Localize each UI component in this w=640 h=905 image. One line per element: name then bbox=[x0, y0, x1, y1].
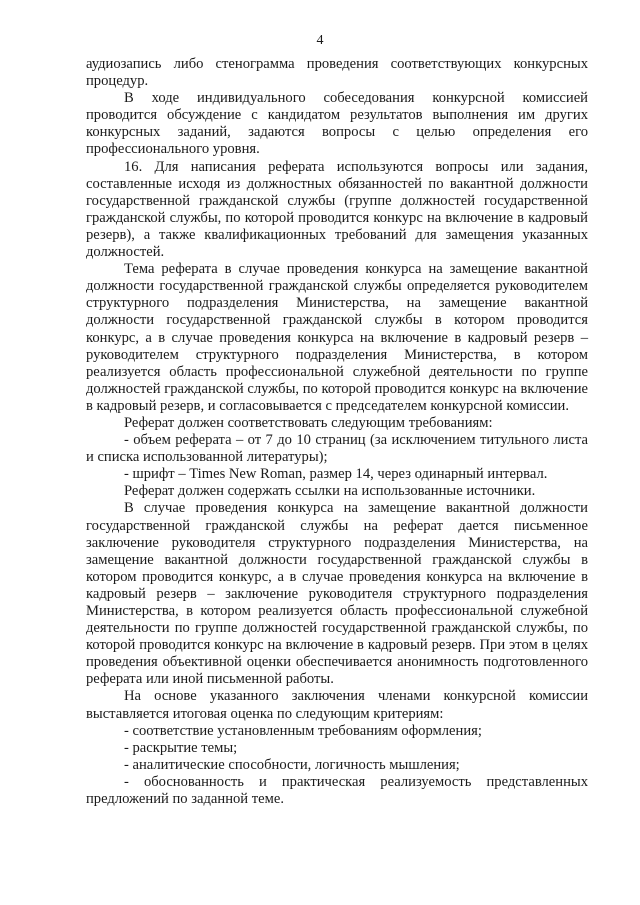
paragraph: В ходе индивидуального собеседования конкурсной комиссией проводится обсуждение с кандидатом результатов выполнения им других конкурсных заданий, задаются вопросы с целью определения его профессионального уровня. bbox=[86, 90, 588, 158]
paragraph: На основе указанного заключения членами конкурсной комиссии выставляется итоговая оценка по следующим критериям: bbox=[86, 688, 588, 722]
list-item: - аналитические способности, логичность мышления; bbox=[124, 756, 460, 773]
document-body bbox=[86, 56, 588, 808]
list-item: - раскрытие темы; bbox=[124, 739, 238, 756]
paragraph: аудиозапись либо стенограмма проведения соответствующих конкурсных процедур. bbox=[86, 56, 588, 90]
paragraph: Реферат должен содержать ссылки на использованные источники. bbox=[124, 483, 536, 500]
paragraph: В случае проведения конкурса на замещение вакантной должности государственной гражданской службы на реферат дается письменное заключение руководителя структурного подразделения Министерства, на замещение вакантной должности государственной гражданской службы в котором проводится конкурс, а в случае проведения конкурса на включение в кадровый резерв – заключение руководителя структурного подразделения Министерства, в котором реализуется область профессиональной служебной деятельности по группе должностей государственной гражданской службы, по которой проводится конкурс на включение в кадровый резерв. При этом в целях проведения объективной оценки обеспечивается анонимность подготовленного реферата или иной письменной работы. bbox=[86, 500, 588, 688]
page-number: 4 bbox=[316, 33, 324, 48]
list-item: - шрифт – Times New Roman, размер 14, через одинарный интервал. bbox=[124, 466, 548, 483]
list-item: - обоснованность и практическая реализуемость представленных предложений по заданной теме. bbox=[86, 773, 588, 808]
paragraph: Реферат должен соответствовать следующим требованиям: bbox=[124, 414, 493, 431]
paragraph: Тема реферата в случае проведения конкурса на замещение вакантной должности государственной гражданской службы определяется руководителем структурного подразделения Министерства, на замещение вакантной должности государственной гражданской службы в котором проводится конкурс, а в случае проведения конкурса на включение в кадровый резерв – руководителем структурного подразделения Министерства, в котором реализуется область профессиональной служебной деятельности по группе должностей гражданской службы, по которой проводится конкурс на включение в кадровый резерв, и согласовывается с председателем конкурсной комиссии. bbox=[86, 261, 588, 414]
paragraph: 16. Для написания реферата используются вопросы или задания, составленные исходя из должностных обязанностей по вакантной должности государственной гражданской службы (группе должностей государственной гражданской службы, по которой проводится конкурс на включение в кадровый резерв), а также квалификационных требований для замещения указанных должностей. bbox=[86, 158, 588, 261]
list-item: - соответствие установленным требованиям оформления; bbox=[124, 722, 482, 739]
list-item: - объем реферата – от 7 до 10 страниц (за исключением титульного листа и списка использованной литературы); bbox=[86, 432, 588, 466]
